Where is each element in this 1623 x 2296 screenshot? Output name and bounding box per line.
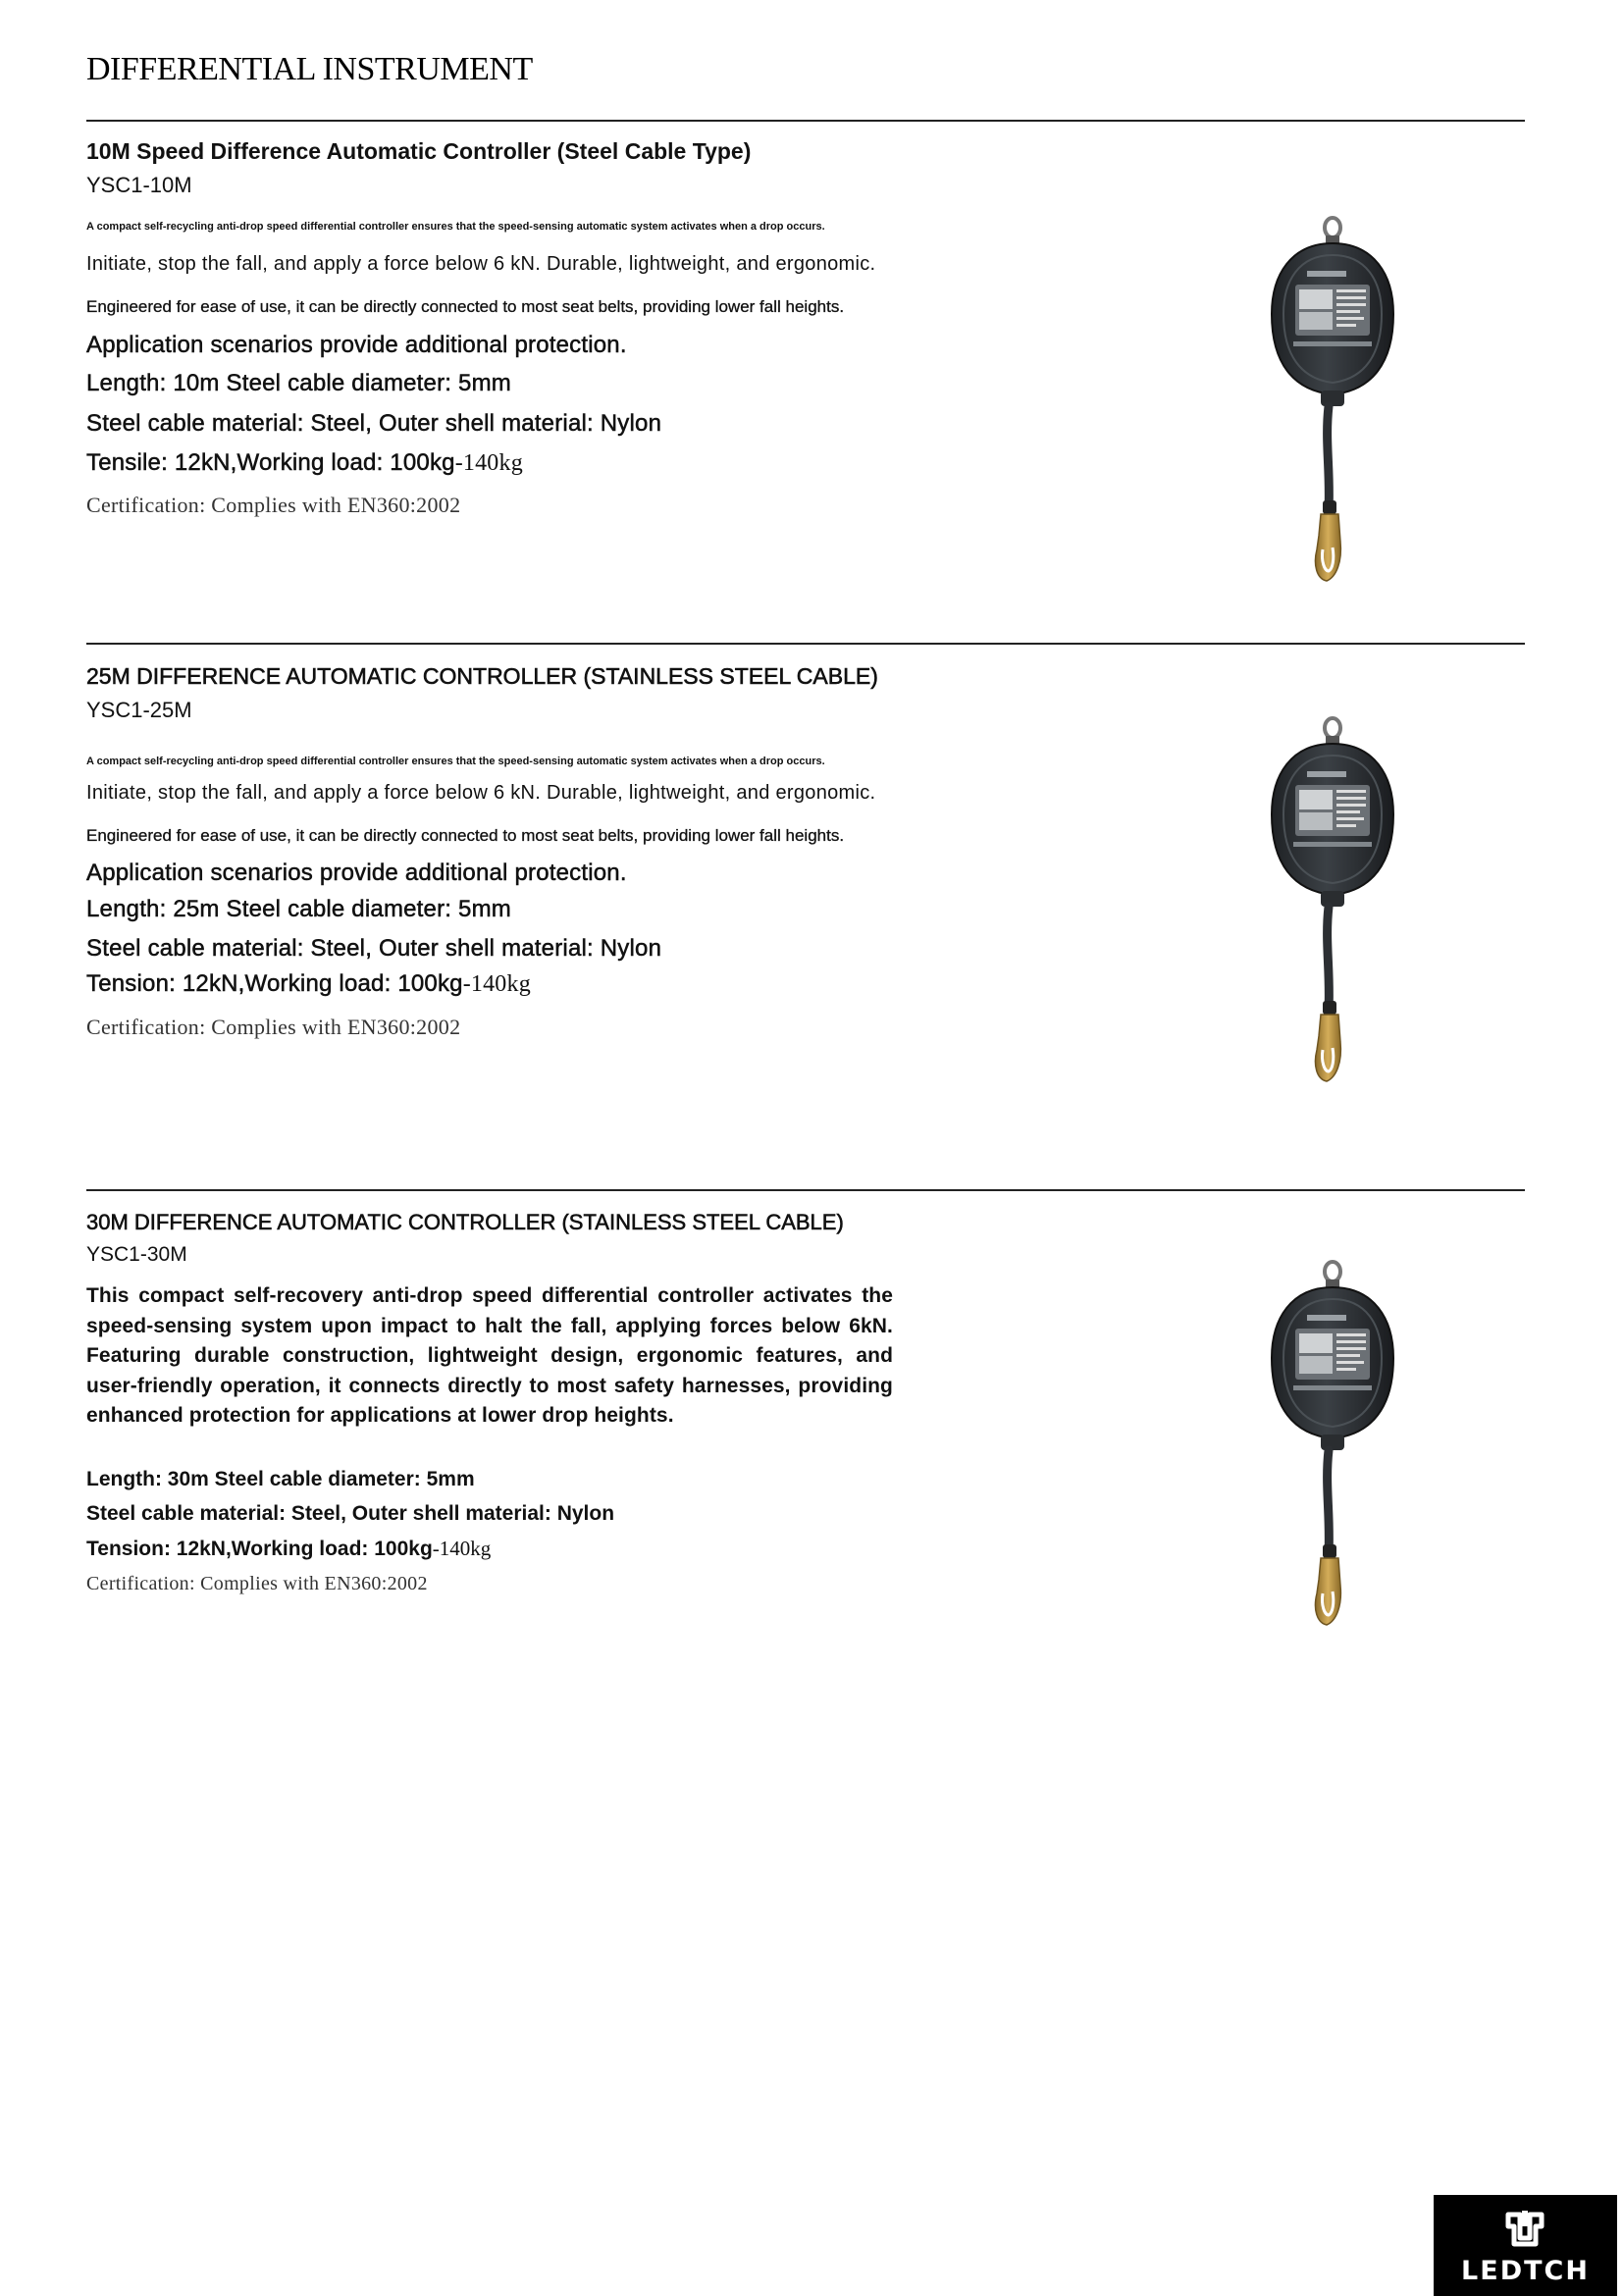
brand-logo [1434, 2195, 1617, 2296]
product-description-line: Engineered for ease of use, it can be directly connected to most seat belts, providing lower fall heights. [86, 297, 845, 316]
certification: Certification: Complies with EN360:2002 [86, 493, 461, 517]
product-description-line: A compact self-recycling anti-drop speed differential controller ensures that the speed-sensing automatic system activates when a drop occurs. [86, 221, 825, 233]
product-title: 10M Speed Difference Automatic Controller (Steel Cable Type) [86, 138, 752, 164]
spec-material: Steel cable material: Steel, Outer shell material: Nylon [86, 1502, 615, 1525]
page-title: DIFFERENTIAL INSTRUMENT [86, 51, 533, 87]
spec-load-tail: -140kg [432, 1537, 492, 1560]
brand-name: LEDTCH [1461, 2256, 1590, 2286]
product-description-line: Initiate, stop the fall, and apply a force below 6 kN. Durable, lightweight, and ergonomic. [86, 253, 876, 275]
product-description-line: Initiate, stop the fall, and apply a force below 6 kN. Durable, lightweight, and ergonomic. [86, 782, 876, 804]
product-model: YSC1-25M [86, 698, 192, 722]
product-description-line: Application scenarios provide additional protection. [86, 860, 627, 886]
spec-length: Length: 10m Steel cable diameter: 5mm [86, 370, 511, 396]
product-description-line: A compact self-recycling anti-drop speed differential controller ensures that the speed-sensing automatic system activates when a drop occurs. [86, 756, 825, 767]
spec-length: Length: 30m Steel cable diameter: 5mm [86, 1468, 475, 1490]
retractable-fall-arrester-image [1264, 1260, 1401, 1635]
spec-load [86, 970, 531, 998]
product-description-line: Application scenarios provide additional protection. [86, 332, 627, 358]
spec-load-main: Tensile: 12kN,Working load: 100kg [86, 449, 455, 476]
product-section-25m [86, 662, 1525, 1153]
divider [86, 643, 1525, 645]
spec-material: Steel cable material: Steel, Outer shell material: Nylon [86, 935, 662, 962]
spec-load [86, 449, 523, 477]
spec-load [86, 1537, 491, 1561]
ledtch-logo-icon [1500, 2209, 1549, 2254]
certification: Certification: Complies with EN360:2002 [86, 1015, 461, 1039]
product-model: YSC1-30M [86, 1243, 187, 1266]
retractable-fall-arrester-image [1264, 716, 1401, 1091]
product-title: 25M DIFFERENCE AUTOMATIC CONTROLLER (STAINLESS STEEL CABLE) [86, 663, 878, 689]
spec-load-main: Tension: 12kN,Working load: 100kg [86, 970, 463, 997]
divider [86, 1189, 1525, 1191]
spec-material: Steel cable material: Steel, Outer shell material: Nylon [86, 410, 662, 437]
spec-length: Length: 25m Steel cable diameter: 5mm [86, 896, 511, 922]
divider [86, 120, 1525, 122]
certification: Certification: Complies with EN360:2002 [86, 1573, 428, 1594]
spec-load-main: Tension: 12kN,Working load: 100kg [86, 1538, 433, 1560]
product-description: This compact self-recovery anti-drop speed differential controller activates the speed-sensing system upon impact to halt the fall, applying forces below 6kN. Featuring durable construction, lightweight design, ergonomic features, and user-friendly operation, it connects directly to most safety harnesses, providing enhanced protection for applications at lower drop heights. [86, 1284, 893, 1427]
product-section-30m [86, 1209, 1525, 1660]
spec-load-tail: -140kg [454, 450, 523, 476]
product-title: 30M DIFFERENCE AUTOMATIC CONTROLLER (STAINLESS STEEL CABLE) [86, 1210, 844, 1234]
product-description-line: Engineered for ease of use, it can be directly connected to most seat belts, providing lower fall heights. [86, 826, 845, 845]
retractable-fall-arrester-image [1264, 216, 1401, 591]
product-model: YSC1-10M [86, 173, 192, 197]
product-section-10m [86, 137, 1525, 628]
spec-load-tail: -140kg [462, 971, 531, 997]
